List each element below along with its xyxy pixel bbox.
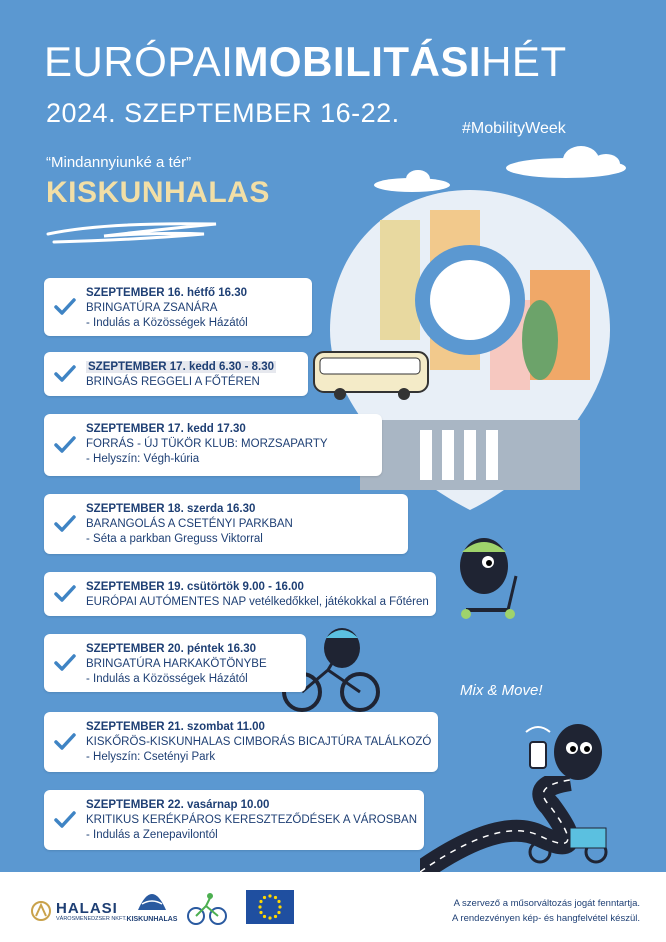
page-title <box>44 38 567 86</box>
event-heading: SZEPTEMBER 18. szerda 16.30 <box>86 503 256 515</box>
event-heading: SZEPTEMBER 17. kedd 6.30 - 8.30 <box>88 361 274 373</box>
event-heading: SZEPTEMBER 17. kedd 17.30 <box>86 423 246 435</box>
halasi-emblem-icon <box>30 900 52 922</box>
title-part-2: MOBILITÁSI <box>233 38 482 85</box>
title-part-3: HÉT <box>481 38 567 85</box>
event-heading: SZEPTEMBER 21. szombat 11.00 <box>86 721 265 733</box>
cycling-club-logo-icon <box>186 892 228 926</box>
kiskunhalas-emblem-icon <box>136 884 168 912</box>
character-with-helmet-icon <box>452 530 522 620</box>
event-location: - Helyszín: Csetényi Park <box>86 751 216 763</box>
brush-stroke-icon <box>44 218 224 244</box>
event-heading: SZEPTEMBER 16. hétfő 16.30 <box>86 287 248 299</box>
eu-flag-icon <box>246 890 294 924</box>
check-icon <box>54 514 76 534</box>
event-title: BRINGÁS REGGELI A FŐTÉREN <box>86 376 260 388</box>
event-card <box>44 494 408 554</box>
check-icon <box>54 435 76 455</box>
check-icon <box>54 653 76 673</box>
footer-note-line-2: A rendezvényen kép- és hangfelvétel készül. <box>451 913 640 924</box>
event-card <box>44 278 312 336</box>
footer-note <box>452 896 640 926</box>
event-location: - Indulás a Közösségek Házától <box>86 673 248 685</box>
check-icon <box>54 810 76 830</box>
event-card <box>44 634 306 692</box>
kiskunhalas-logo-name: KISKUNHALAS <box>126 916 178 923</box>
kiskunhalas-logo <box>124 884 180 934</box>
event-title: KISKŐRÖS-KISKUNHALAS CIMBORÁS BICAJTÚRA TALÁLKOZÓ <box>86 736 432 748</box>
event-title: FORRÁS - ÚJ TÜKÖR KLUB: MORZSAPARTY <box>86 438 328 450</box>
event-title: BARANGOLÁS A CSETÉNYI PARKBAN <box>86 518 293 530</box>
event-card <box>44 352 308 396</box>
title-part-1: EURÓPAI <box>44 38 234 85</box>
city-name: KISKUNHALAS <box>46 176 270 209</box>
event-title: EURÓPAI AUTÓMENTES NAP vetélkedőkkel, játékokkal a Főtéren <box>86 596 429 608</box>
event-title: BRINGATÚRA HARKAKÖTÖNYBE <box>86 658 267 670</box>
halasi-logo-sub: VÁROSMENEDZSER NKFT. <box>56 916 127 922</box>
event-location: - Indulás a Zenepavilontól <box>86 829 218 841</box>
check-icon <box>54 732 76 752</box>
slogan-quote: “Mindannyiunké a tér” <box>46 154 192 171</box>
event-heading: SZEPTEMBER 22. vasárnap 10.00 <box>86 799 270 811</box>
hashtag: #MobilityWeek <box>462 120 566 137</box>
event-heading: SZEPTEMBER 19. csütörtök 9.00 - 16.00 <box>86 581 304 593</box>
event-location: - Séta a parkban Greguss Viktorral <box>86 533 263 545</box>
event-card <box>44 790 424 850</box>
check-icon <box>54 584 76 604</box>
event-card <box>44 712 438 772</box>
halasi-logo-name: HALASI <box>56 900 118 917</box>
bus-illustration <box>312 350 432 402</box>
footer <box>0 872 666 942</box>
check-icon <box>54 297 76 317</box>
halasi-logo <box>30 900 130 926</box>
event-date-range: 2024. SZEPTEMBER 16-22. <box>46 98 400 128</box>
event-card <box>44 572 436 616</box>
road-illustration <box>420 776 660 872</box>
event-location: - Helyszín: Végh-kúria <box>86 453 200 465</box>
cloud-icon <box>506 140 636 180</box>
event-heading: SZEPTEMBER 20. péntek 16.30 <box>86 643 257 655</box>
mix-move-slogan: Mix & Move! <box>460 682 543 699</box>
footer-note-line-1: A szervező a műsorváltozás jogát fenntartja. <box>453 898 640 909</box>
event-location: - Indulás a Közösségek Házától <box>86 317 248 329</box>
event-title: BRINGATÚRA ZSANÁRA <box>86 302 218 314</box>
event-title: KRITIKUS KERÉKPÁROS KERESZTEZŐDÉSEK A VÁROSBAN <box>86 814 418 826</box>
check-icon <box>54 364 76 384</box>
event-card <box>44 414 382 476</box>
